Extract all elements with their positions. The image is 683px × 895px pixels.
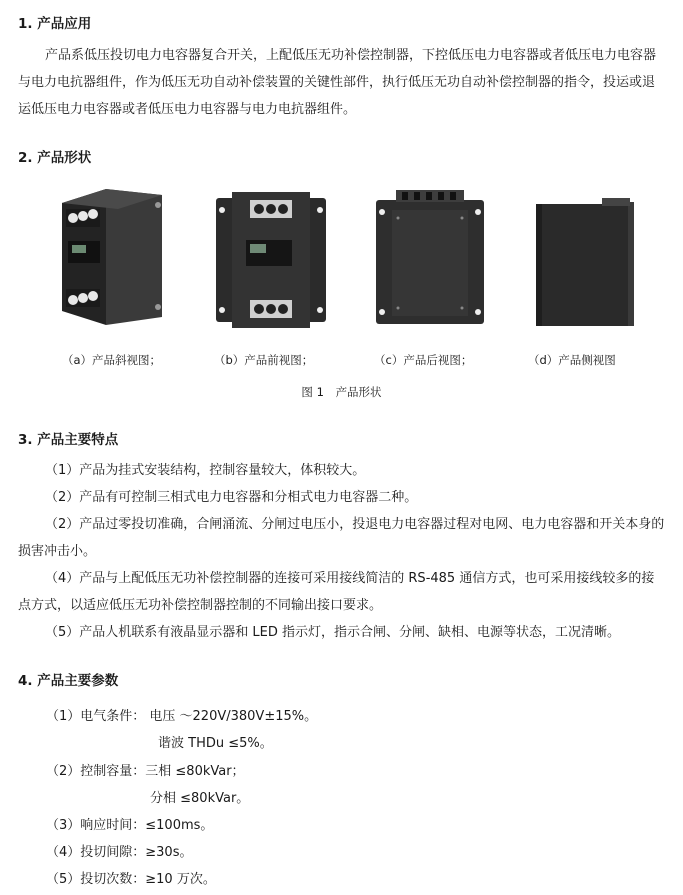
param-switching-interval: （4）投切间隙：≥30s。: [46, 845, 193, 860]
product-front-view-image: [214, 190, 328, 328]
feature-text-5: （5）产品人机联系有液晶显示器和 LED 指示灯，指示合闸、分闸、缺相、电源等状态，工况清晰。: [45, 625, 621, 640]
feature-item-2: [18, 484, 666, 511]
section-heading-application: 1. 产品应用: [18, 16, 92, 32]
product-figure-row: [0, 180, 683, 330]
param-response-time: （3）响应时间：≤100ms。: [46, 818, 214, 833]
section-heading-shape: 2. 产品形状: [18, 150, 92, 166]
figure-label: 图 1: [301, 385, 324, 399]
feature-text-4: （4）产品与上配低压无功补偿控制器的连接可采用接线简洁的 RS-485 通信方式，也可采用接线较多的接点方式，以适应低压无功补偿控制器控制的不同输出接口要求。: [18, 571, 655, 613]
feature-text-3: （2）产品过零投切准确，合闸涌流、分闸过电压小，投退电力电容器过程对电网、电力电容器和开关本身的损害冲击小。: [18, 517, 665, 559]
feature-item-4: [18, 565, 666, 619]
product-oblique-view-image: [58, 185, 170, 330]
feature-text-2: （2）产品有可控制三相式电力电容器和分相式电力电容器二种。: [45, 490, 418, 505]
figure-title: [0, 384, 683, 400]
feature-item-5: [18, 619, 666, 646]
product-back-view-image: [374, 188, 486, 328]
section-heading-features: 3. 产品主要特点: [18, 432, 119, 448]
feature-item-3: [18, 511, 666, 565]
caption-oblique-view: （a）产品斜视图；: [62, 353, 162, 367]
feature-item-1: [18, 457, 666, 484]
figure-caption-text: 产品形状: [335, 385, 382, 399]
feature-text-1: （1）产品为挂式安装结构，控制容量较大，体积较大。: [45, 463, 366, 478]
product-side-view-image: [532, 198, 636, 328]
param-electrical-harmonic: 谐波 THDu ≤5%。: [158, 736, 273, 751]
caption-side-view: （d）产品侧视图: [528, 353, 616, 367]
application-paragraph: [18, 42, 666, 123]
caption-back-view: （c）产品后视图；: [374, 353, 473, 367]
param-capacity-split-phase: 分相 ≤80kVar。: [150, 791, 250, 806]
application-text: 产品系低压投切电力电容器复合开关，上配低压无功补偿控制器，下控低压电力电容器或者低压电力电容器与电力电抗器组件，作为低压无功自动补偿装置的关键性部件，执行低压无功自动补偿控制器的指令，投运或退运低压电力电容器或者低压电力电容器与电力电抗器组件。: [18, 48, 657, 117]
caption-front-view: （b）产品前视图；: [214, 353, 314, 367]
section-heading-parameters: 4. 产品主要参数: [18, 673, 119, 689]
param-electrical-voltage: （1）电气条件： 电压 ～220V/380V±15%。: [46, 709, 318, 724]
param-switching-count: （5）投切次数：≥10 万次。: [46, 872, 216, 887]
param-capacity-three-phase: （2）控制容量：三相 ≤80kVar；: [46, 764, 245, 779]
